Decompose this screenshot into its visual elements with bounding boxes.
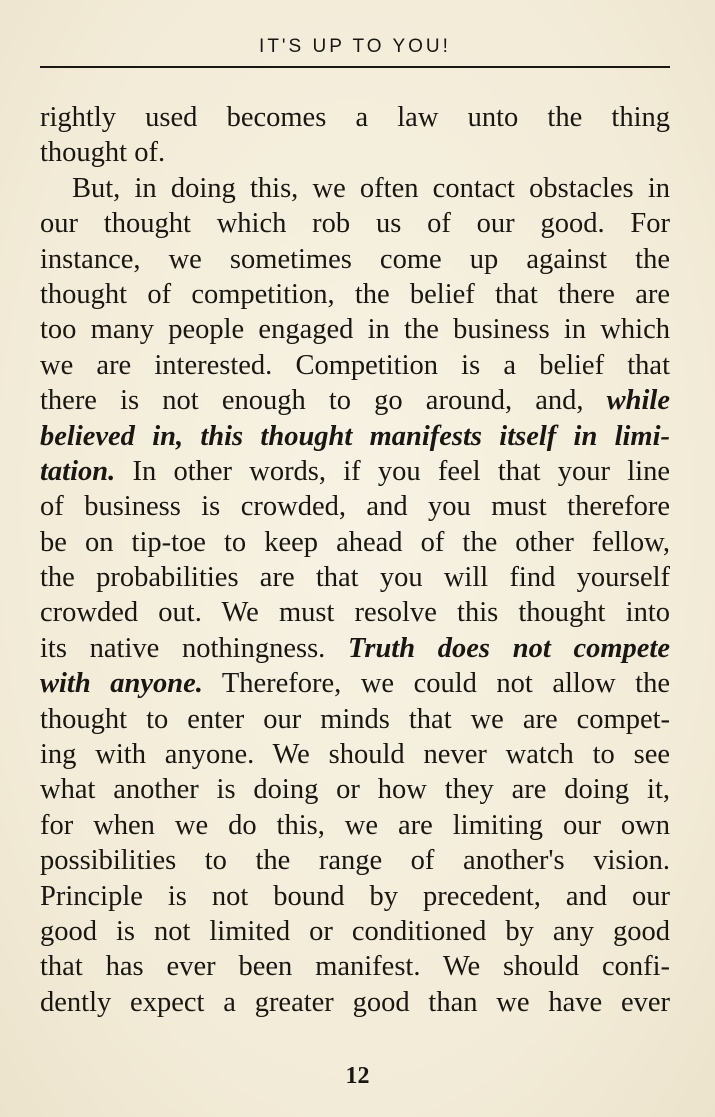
text-line (40, 879, 670, 914)
text-line (40, 560, 670, 595)
italic-segment: Truth does not compete (348, 632, 670, 664)
text-segment: possibilities to the range of another's vision. (40, 845, 670, 877)
text-line (40, 277, 670, 312)
text-line (40, 206, 670, 241)
text-line (40, 312, 670, 347)
text-segment: too many people engaged in the business in which (40, 314, 670, 346)
text-line (40, 702, 670, 737)
italic-segment: believed in, this thought manifests itself in limi- (40, 420, 670, 452)
text-line (40, 135, 670, 170)
header-rule (40, 66, 670, 68)
text-segment: there is not enough to go around, and, (40, 385, 607, 417)
text-segment: good is not limited or conditioned by any good (40, 915, 670, 947)
text-line (40, 843, 670, 878)
italic-segment: tation. (40, 455, 116, 487)
page-number: 12 (345, 1063, 370, 1089)
text-segment: we are interested. Competition is a belief that (40, 349, 670, 381)
text-line (40, 348, 670, 383)
body-text (40, 100, 670, 1020)
text-segment: thought of. (40, 137, 166, 169)
text-segment: that has ever been manifest. We should confi- (40, 951, 670, 983)
text-segment: In other words, if you feel that your line (115, 455, 670, 487)
text-segment: our thought which rob us of our good. For (40, 208, 670, 240)
text-segment: rightly used becomes a law unto the thing (40, 102, 670, 133)
text-line (40, 666, 670, 701)
text-line (40, 525, 670, 560)
text-line (40, 100, 670, 135)
italic-segment: with anyone. (40, 668, 203, 700)
text-segment: of business is crowded, and you must therefore (40, 491, 670, 523)
italic-segment: while (606, 385, 670, 417)
text-line (40, 383, 670, 418)
running-head: IT'S UP TO YOU! (259, 36, 451, 57)
text-line (40, 914, 670, 949)
text-line (40, 595, 670, 630)
text-segment: thought to enter our minds that we are compet- (40, 703, 670, 735)
text-line (40, 454, 670, 489)
text-line (40, 985, 670, 1020)
text-line (40, 772, 670, 807)
text-line (40, 631, 670, 666)
text-segment: what another is doing or how they are doing it, (40, 774, 670, 806)
text-segment: its native nothingness. (40, 632, 348, 664)
text-segment: be on tip-toe to keep ahead of the other fellow, (40, 526, 670, 558)
text-segment: Therefore, we could not allow the (202, 668, 670, 700)
text-segment: instance, we sometimes come up against the (40, 243, 670, 275)
text-segment: dently expect a greater good than we have ever (40, 986, 670, 1018)
text-line (40, 242, 670, 277)
text-line (40, 171, 670, 206)
text-segment: Principle is not bound by precedent, and our (40, 880, 670, 912)
text-line (40, 737, 670, 772)
text-line (40, 808, 670, 843)
text-segment: the probabilities are that you will find yourself (40, 562, 670, 594)
text-segment: But, in doing this, we often contact obstacles in (72, 172, 670, 204)
text-segment: thought of competition, the belief that there are (40, 278, 670, 310)
text-segment: for when we do this, we are limiting our own (40, 809, 670, 841)
text-line (40, 949, 670, 984)
text-line (40, 419, 670, 454)
text-segment: ing with anyone. We should never watch to see (40, 739, 670, 771)
text-line (40, 489, 670, 524)
text-segment: crowded out. We must resolve this thought into (40, 597, 670, 629)
